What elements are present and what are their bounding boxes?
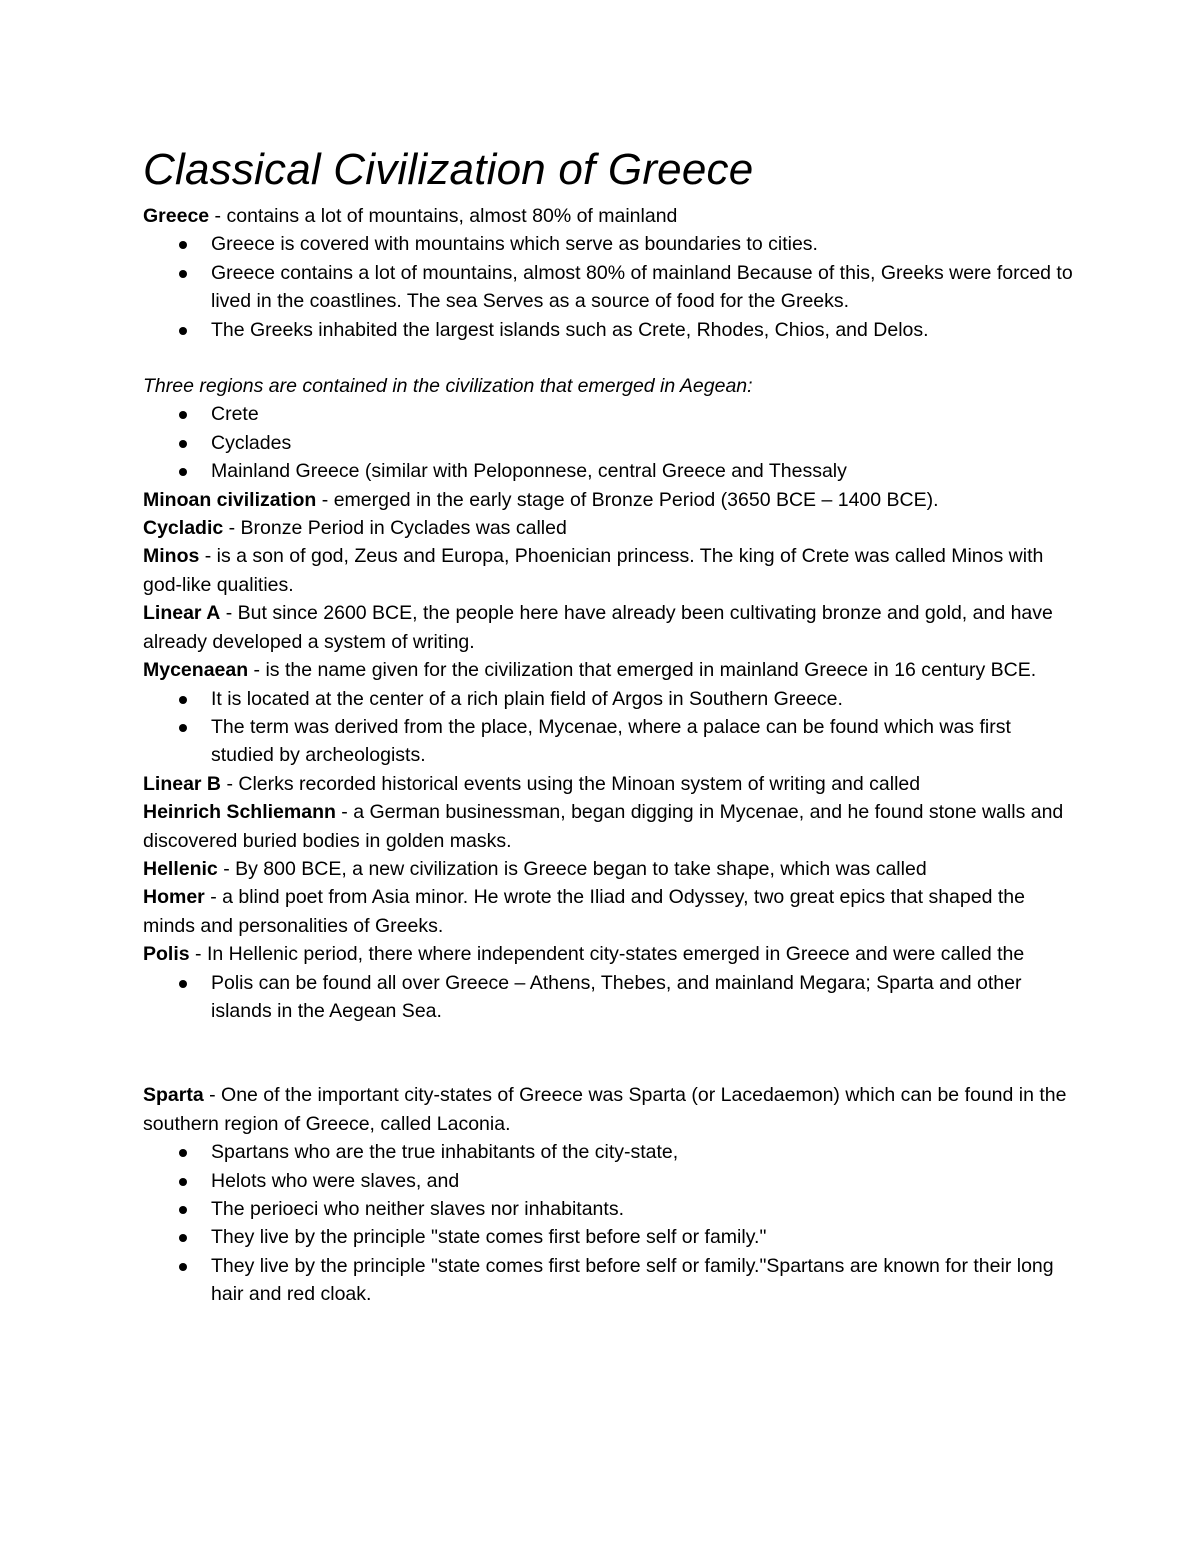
term-definition: - Clerks recorded historical events using the Minoan system of writing and called — [221, 772, 921, 795]
list-item: Mainland Greece (similar with Peloponnese, central Greece and Thessaly — [211, 457, 1073, 485]
term-definition: - By 800 BCE, a new civilization is Greece began to take shape, which was called — [217, 857, 927, 880]
minoan-entry — [143, 486, 1073, 514]
term-label: Linear A — [143, 602, 221, 625]
list-item: Crete — [211, 400, 1073, 428]
spacer — [143, 344, 1073, 372]
term-definition: - a blind poet from Asia minor. He wrote the Iliad and Odyssey, two great epics that shaped the minds and personalities of Greeks. — [143, 886, 1025, 937]
homer-entry — [143, 883, 1073, 940]
mycenaean-bullets — [143, 685, 1073, 770]
hellenic-entry — [143, 855, 1073, 883]
term-definition: - is a son of god, Zeus and Europa, Phoenician princess. The king of Crete was called Minos with god-like qualities. — [143, 545, 1044, 596]
term-definition: - But since 2600 BCE, the people here have already been cultivating bronze and gold, and have already developed a system of writing. — [143, 602, 1053, 653]
greece-bullets — [143, 230, 1073, 344]
term-label: Greece — [143, 205, 210, 227]
regions-intro: Three regions are contained in the civilization that emerged in Aegean: — [143, 375, 753, 398]
list-item: The term was derived from the place, Mycenae, where a palace can be found which was first studied by archeologists. — [211, 713, 1073, 770]
list-item: It is located at the center of a rich plain field of Argos in Southern Greece. — [211, 685, 1073, 713]
term-label: Heinrich Schliemann — [143, 801, 336, 824]
term-label: Mycenaean — [143, 659, 249, 682]
cycladic-entry — [143, 514, 1073, 542]
regions-bullets — [143, 400, 1073, 485]
page-title: Classical Civilization of Greece — [143, 145, 754, 194]
term-label: Minos — [143, 545, 200, 568]
schliemann-entry — [143, 798, 1073, 855]
list-item: Polis can be found all over Greece – Athens, Thebes, and mainland Megara; Sparta and other islands in the Aegean Sea. — [211, 969, 1073, 1026]
list-item: Helots who were slaves, and — [211, 1167, 1073, 1195]
sparta-bullets — [143, 1138, 1073, 1308]
term-label: Hellenic — [143, 857, 218, 880]
term-definition: - In Hellenic period, there where independent city-states emerged in Greece and were called the — [189, 943, 1025, 966]
term-definition: - emerged in the early stage of Bronze Period (3650 BCE – 1400 BCE). — [316, 488, 939, 511]
term-definition: - a German businessman, began digging in Mycenae, and he found stone walls and discovered buried bodies in golden masks. — [143, 801, 1064, 852]
term-label: Homer — [143, 886, 205, 909]
term-label: Linear B — [143, 772, 222, 795]
list-item: Spartans who are the true inhabitants of the city-state, — [211, 1138, 1073, 1166]
list-item: The Greeks inhabited the largest islands such as Crete, Rhodes, Chios, and Delos. — [211, 316, 1073, 344]
term-definition: - contains a lot of mountains, almost 80% of mainland — [209, 205, 678, 227]
mycenaean-entry — [143, 656, 1073, 684]
sparta-entry — [143, 1081, 1073, 1138]
list-item: Greece contains a lot of mountains, almost 80% of mainland Because of this, Greeks were forced to lived in the coastlines. The sea Serves as a source of food for the Greeks. — [211, 259, 1073, 316]
list-item: They live by the principle "state comes first before self or family." — [211, 1223, 1073, 1251]
term-label: Cycladic — [143, 517, 224, 540]
list-item: Cyclades — [211, 429, 1073, 457]
list-item: They live by the principle "state comes first before self or family."Spartans are known for their long hair and red cloak. — [211, 1252, 1073, 1309]
spacer — [143, 1025, 1073, 1081]
term-label: Minoan civilization — [143, 488, 317, 511]
polis-bullets — [143, 969, 1073, 1026]
list-item: The perioeci who neither slaves nor inhabitants. — [211, 1195, 1073, 1223]
linear-b-entry — [143, 770, 1073, 798]
list-item: Greece is covered with mountains which serve as boundaries to cities. — [211, 230, 1073, 258]
term-label: Polis — [143, 943, 190, 966]
document-content — [143, 141, 1073, 1309]
minos-entry — [143, 542, 1073, 599]
term-label: Sparta — [143, 1084, 204, 1107]
linear-a-entry — [143, 599, 1073, 656]
term-definition: - One of the important city-states of Greece was Sparta (or Lacedaemon) which can be found in the southern region of Greece, called Laconia. — [143, 1084, 1067, 1135]
term-definition: - Bronze Period in Cyclades was called — [223, 517, 567, 540]
polis-entry — [143, 940, 1073, 968]
greece-entry — [143, 202, 1073, 230]
term-definition: - is the name given for the civilization that emerged in mainland Greece in 16 century BCE. — [248, 659, 1037, 682]
